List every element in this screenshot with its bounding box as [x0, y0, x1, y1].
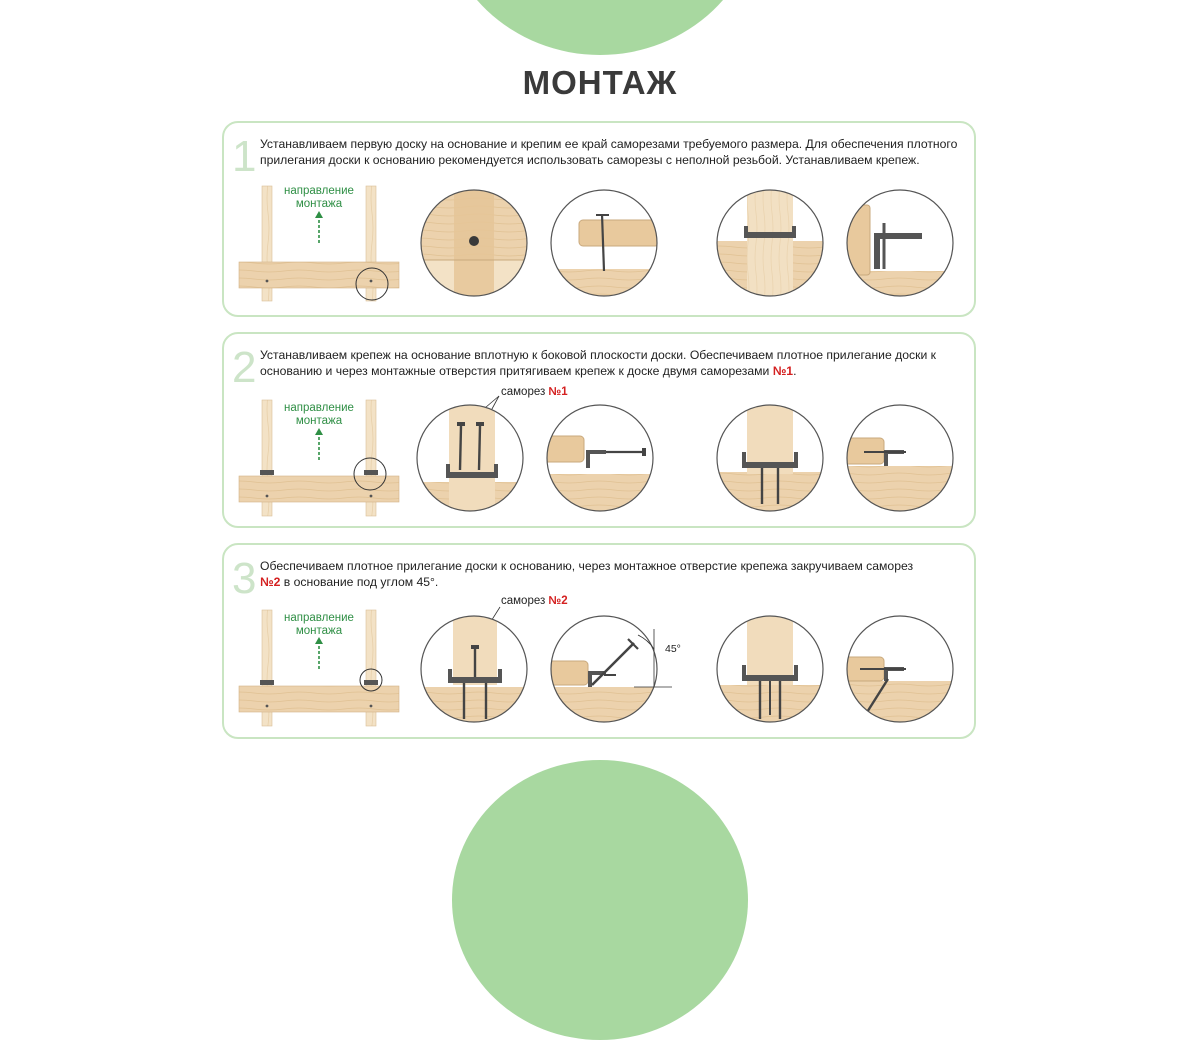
step-2-description: Устанавливаем крепеж на основание вплотную к боковой плоскости доски. Обеспечиваем плотное прилегание доски к основанию и через монтажные отверстия притягиваем крепеж к доске двумя саморезами №1. — [260, 348, 936, 378]
step-3-overview-diagram — [239, 610, 399, 726]
step-2-panel — [222, 332, 976, 528]
step-2-direction-label: направление монтажа — [284, 402, 354, 427]
step-2-detail-clip-side — [844, 404, 956, 514]
step-2-overview-diagram — [239, 400, 399, 516]
step-3-screw-label: саморез №2 — [501, 595, 568, 607]
step-3-detail-angled-screw — [548, 615, 660, 725]
step-1-panel — [222, 121, 976, 317]
step-1-detail-side-view — [549, 188, 659, 299]
step-3-number: 3 — [232, 554, 257, 603]
step-1-direction-label: направление монтажа — [284, 185, 354, 210]
step-2-illustrations — [224, 334, 978, 530]
step-3-direction-label: направление монтажа — [284, 612, 354, 637]
step-1-description: Устанавливаем первую доску на основание и крепим ее край саморезами требуемого размера. Для обеспечения плотного прилегания доски к основанию рекомендуется использовать саморезы с неполной резьбой. Устанавливаем крепеж. — [260, 137, 958, 167]
step-2-detail-screws-front — [414, 404, 526, 514]
step-2-number: 2 — [232, 343, 257, 392]
step-3-detail-clip-side — [844, 615, 956, 725]
decorative-bottom-circle — [452, 760, 748, 1040]
step-2-screw-label: саморез №1 — [501, 386, 568, 398]
step-3-description: Обеспечиваем плотное прилегание доски к основанию, через монтажное отверстие крепежа закручиваем саморез №2 в основание под углом 45°. — [260, 559, 914, 589]
step-3-illustrations — [224, 545, 978, 741]
step-2-detail-screw-side — [544, 404, 656, 514]
step-1-detail-top-view — [419, 188, 529, 298]
step-3-detail-clip-front — [714, 615, 826, 725]
step-3-detail-screw-front — [418, 615, 530, 725]
step-2-detail-clip-front — [714, 404, 826, 514]
decorative-top-circle — [440, 0, 760, 55]
step-1-illustrations — [224, 123, 978, 319]
step-1-detail-clip-front — [714, 188, 826, 299]
step-1-overview-diagram — [239, 186, 399, 301]
step-3-panel — [222, 543, 976, 739]
step-3-angle-label: 45° — [665, 643, 681, 655]
step-1-number: 1 — [232, 132, 257, 181]
step-1-detail-clip-side — [844, 188, 956, 301]
page-title: МОНТАЖ — [522, 64, 678, 101]
